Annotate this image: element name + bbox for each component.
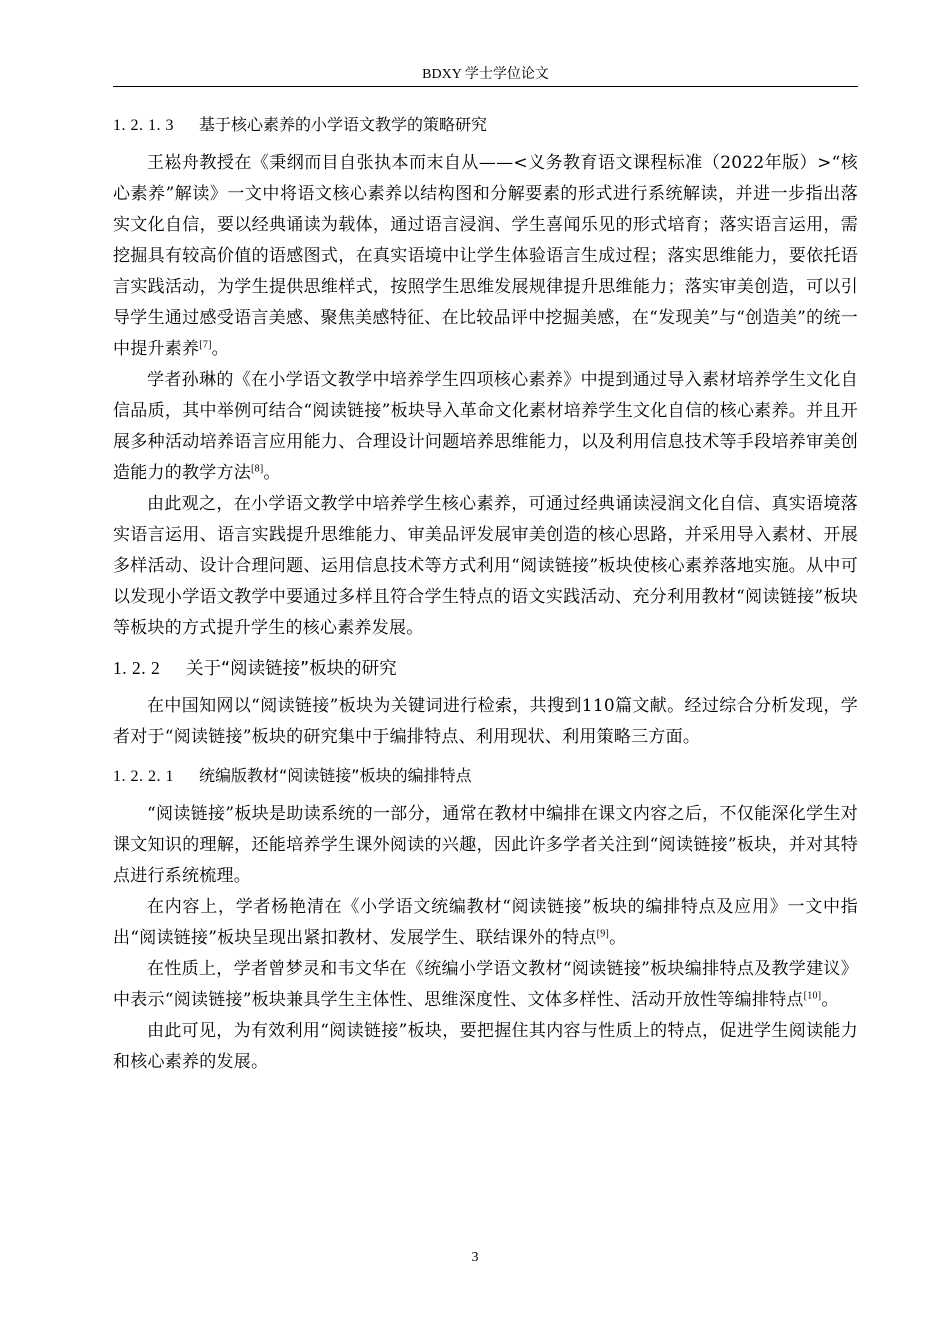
paragraph: 由此可见，为有效利用“阅读链接”板块，要把握住其内容与性质上的特点，促进学生阅读能力和核心素养的发展。 bbox=[113, 1021, 858, 1072]
section-heading-1-2-1-3 bbox=[113, 113, 858, 138]
paragraph-text: 在内容上，学者杨艳清在《小学语文统编教材“阅读链接”板块的编排特点及应用》一文中指出“阅读链接”板块呈现出紧扣教材、发展学生、联结课外的特点 bbox=[113, 897, 858, 948]
section-title: 基于核心素养的小学语文教学的策略研究 bbox=[199, 115, 488, 134]
section-number: 1. 2. 1. 3 bbox=[113, 117, 174, 134]
paragraph-text: 王崧舟教授在《秉纲而目自张执本而末自从——<义务教育语文课程标准（2022年版）>“核心素养”解读》一文中将语文核心素养以结构图和分解要素的形式进行系统解读，并进一步指出落实文化自信，要以经典诵读为载体，通过语言浸润、学生喜闻乐见的形式培育；落实语言运用，需挖掘具有较高价值的语感图式，在真实语境中让学生体验语言生成过程；落实思维能力，要依托语言实践活动，为学生提供思维样式，按照学生思维发展规律提升思维能力；落实审美创造，可以引导学生通过感受语言美感、聚焦美感特征、在比较品评中挖掘美感，在“发现美”与“创造美”的统一中提升素养 bbox=[113, 153, 858, 359]
section-heading-1-2-2 bbox=[113, 655, 858, 682]
citation: [10] bbox=[803, 990, 822, 1002]
citation: [9] bbox=[596, 928, 610, 940]
running-header: BDXY 学士学位论文 bbox=[422, 67, 549, 82]
paragraph-text: 学者孙琳的《在小学语文教学中培养学生四项核心素养》中提到通过导入素材培养学生文化自信品质，其中举例可结合“阅读链接”板块导入革命文化素材培养学生文化自信的核心素养。并且开展多种活动培养语言应用能力、合理设计问题培养思维能力，以及利用信息技术等手段培养审美创造能力的教学方法 bbox=[113, 370, 858, 483]
paragraph bbox=[113, 365, 858, 489]
paragraph: 由此观之，在小学语文教学中培养学生核心素养，可通过经典诵读浸润文化自信、真实语境落实语言运用、语言实践提升思维能力、审美品评发展审美创造的核心思路，并采用导入素材、开展多样活动、设计合理问题、运用信息技术等方式利用“阅读链接”板块使核心素养落地实施。从中可以发现小学语文教学中要通过多样且符合学生特点的语文实践活动、充分利用教材“阅读链接”板块等板块的方式提升学生的核心素养发展。 bbox=[113, 494, 858, 638]
section-number: 1. 2. 2 bbox=[113, 658, 161, 678]
page-number: 3 bbox=[471, 1250, 479, 1265]
section-title: 关于“阅读链接”板块的研究 bbox=[186, 659, 397, 679]
paragraph-text: 在性质上，学者曾梦灵和韦文华在《统编小学语文教材“阅读链接”板块编排特点及教学建议》中表示“阅读链接”板块兼具学生主体性、思维深度性、文体多样性、活动开放性等编排特点 bbox=[113, 959, 858, 1010]
paragraph: 在中国知网以“阅读链接”板块为关键词进行检索，共搜到110篇文献。经过综合分析发现，学者对于“阅读链接”板块的研究集中于编排特点、利用现状、利用策略三方面。 bbox=[113, 696, 858, 747]
header-rule bbox=[113, 86, 858, 87]
paragraph-end: 。 bbox=[609, 928, 627, 948]
section-heading-1-2-2-1 bbox=[113, 764, 858, 789]
paragraph bbox=[113, 954, 858, 1016]
citation: [8] bbox=[251, 463, 264, 475]
paragraph bbox=[113, 148, 858, 365]
paragraph-end: 。 bbox=[211, 339, 229, 359]
paragraph bbox=[113, 892, 858, 954]
section-title: 统编版教材“阅读链接”板块的编排特点 bbox=[199, 766, 472, 785]
page-body bbox=[113, 113, 858, 1078]
section-number: 1. 2. 2. 1 bbox=[113, 768, 174, 785]
paragraph-end: 。 bbox=[821, 990, 839, 1010]
citation: [7] bbox=[199, 339, 212, 351]
paragraph-end: 。 bbox=[263, 463, 281, 483]
paragraph: “阅读链接”板块是助读系统的一部分，通常在教材中编排在课文内容之后，不仅能深化学生对课文知识的理解，还能培养学生课外阅读的兴趣，因此许多学者关注到“阅读链接”板块，并对其特点进行系统梳理。 bbox=[113, 804, 858, 886]
